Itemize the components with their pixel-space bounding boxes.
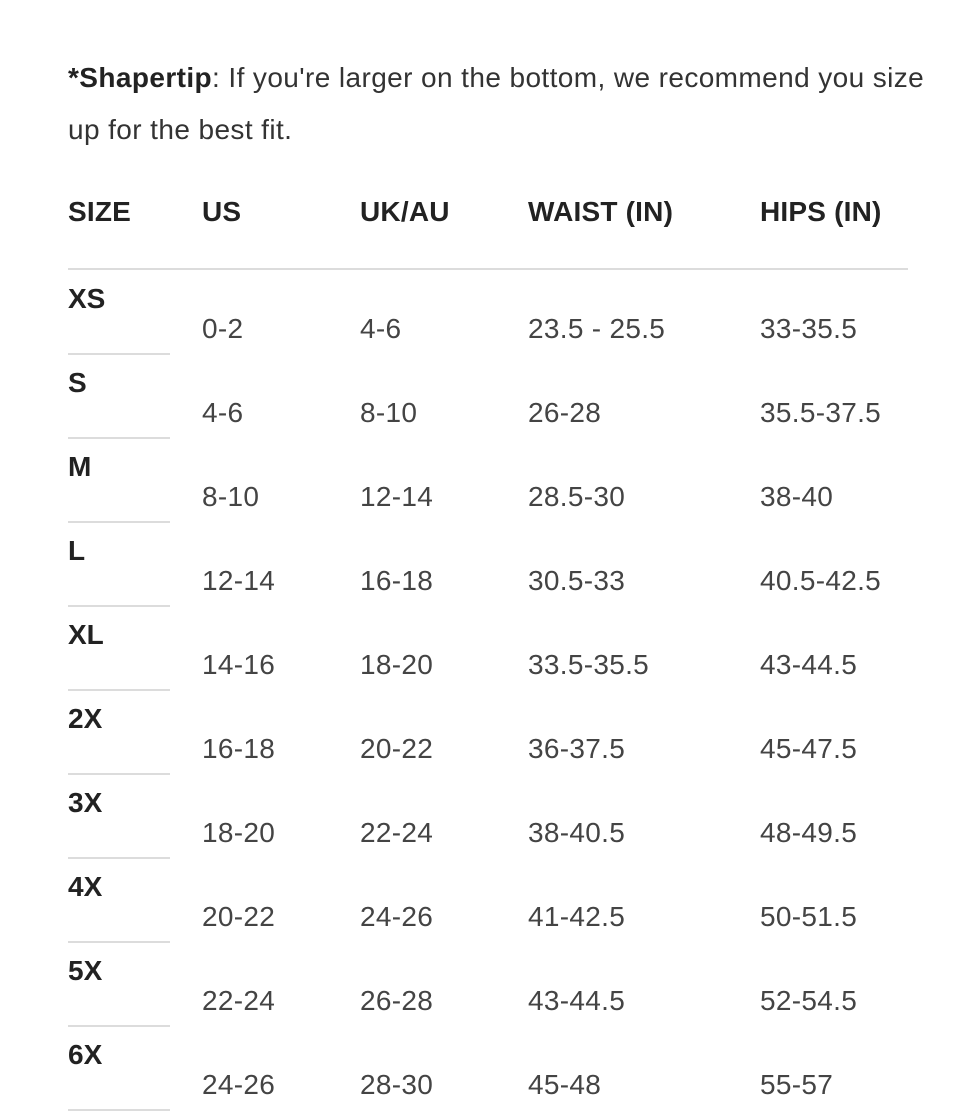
uk-au-size-cell: 12-14 <box>360 481 434 512</box>
uk-au-size-cell: 4-6 <box>360 313 402 344</box>
table-row <box>0 858 962 942</box>
uk-au-size-cell: 18-20 <box>360 649 434 680</box>
uk-au-size-cell: 26-28 <box>360 985 434 1016</box>
hips-cell: 50-51.5 <box>760 901 858 932</box>
header-hips: HIPS (IN) <box>760 196 882 227</box>
shapertip-note <box>68 52 928 156</box>
table-row <box>0 1026 962 1110</box>
waist-cell: 38-40.5 <box>528 817 626 848</box>
hips-cell: 40.5-42.5 <box>760 565 882 596</box>
uk-au-size-cell: 20-22 <box>360 733 434 764</box>
header-size: SIZE <box>68 196 132 227</box>
size-label: S <box>68 367 87 398</box>
size-label: M <box>68 451 92 482</box>
waist-cell: 26-28 <box>528 397 602 428</box>
size-label: 4X <box>68 871 103 902</box>
us-size-cell: 20-22 <box>202 901 276 932</box>
waist-cell: 43-44.5 <box>528 985 626 1016</box>
waist-cell: 33.5-35.5 <box>528 649 650 680</box>
table-row <box>0 606 962 690</box>
size-label: L <box>68 535 86 566</box>
header-us: US <box>202 196 242 227</box>
uk-au-size-cell: 8-10 <box>360 397 418 428</box>
us-size-cell: 18-20 <box>202 817 276 848</box>
size-label: XL <box>68 619 104 650</box>
hips-cell: 48-49.5 <box>760 817 858 848</box>
table-row <box>0 690 962 774</box>
table-row <box>0 774 962 858</box>
hips-cell: 35.5-37.5 <box>760 397 882 428</box>
waist-cell: 23.5 - 25.5 <box>528 313 666 344</box>
uk-au-size-cell: 22-24 <box>360 817 434 848</box>
uk-au-size-cell: 24-26 <box>360 901 434 932</box>
waist-cell: 28.5-30 <box>528 481 626 512</box>
uk-au-size-cell: 16-18 <box>360 565 434 596</box>
table-row <box>0 354 962 438</box>
header-uk-au: UK/AU <box>360 196 450 227</box>
us-size-cell: 14-16 <box>202 649 276 680</box>
hips-cell: 45-47.5 <box>760 733 858 764</box>
uk-au-size-cell: 28-30 <box>360 1069 434 1100</box>
table-row <box>0 942 962 1026</box>
us-size-cell: 8-10 <box>202 481 260 512</box>
waist-cell: 41-42.5 <box>528 901 626 932</box>
size-label: XS <box>68 283 106 314</box>
header-waist: WAIST (IN) <box>528 196 674 227</box>
size-label: 2X <box>68 703 103 734</box>
hips-cell: 55-57 <box>760 1069 834 1100</box>
hips-cell: 43-44.5 <box>760 649 858 680</box>
us-size-cell: 4-6 <box>202 397 244 428</box>
shapertip-text: : If you're larger on the bottom, we recommend you size up for the best fit. <box>68 62 925 145</box>
us-size-cell: 16-18 <box>202 733 276 764</box>
size-label: 5X <box>68 955 103 986</box>
hips-cell: 52-54.5 <box>760 985 858 1016</box>
waist-cell: 30.5-33 <box>528 565 626 596</box>
table-row <box>0 438 962 522</box>
hips-cell: 33-35.5 <box>760 313 858 344</box>
row-divider <box>68 1109 170 1111</box>
us-size-cell: 0-2 <box>202 313 244 344</box>
shapertip-label: *Shapertip <box>68 62 213 93</box>
waist-cell: 36-37.5 <box>528 733 626 764</box>
waist-cell: 45-48 <box>528 1069 602 1100</box>
us-size-cell: 12-14 <box>202 565 276 596</box>
us-size-cell: 22-24 <box>202 985 276 1016</box>
size-label: 6X <box>68 1039 103 1070</box>
us-size-cell: 24-26 <box>202 1069 276 1100</box>
table-row <box>0 270 962 354</box>
table-row <box>0 522 962 606</box>
size-label: 3X <box>68 787 103 818</box>
hips-cell: 38-40 <box>760 481 834 512</box>
